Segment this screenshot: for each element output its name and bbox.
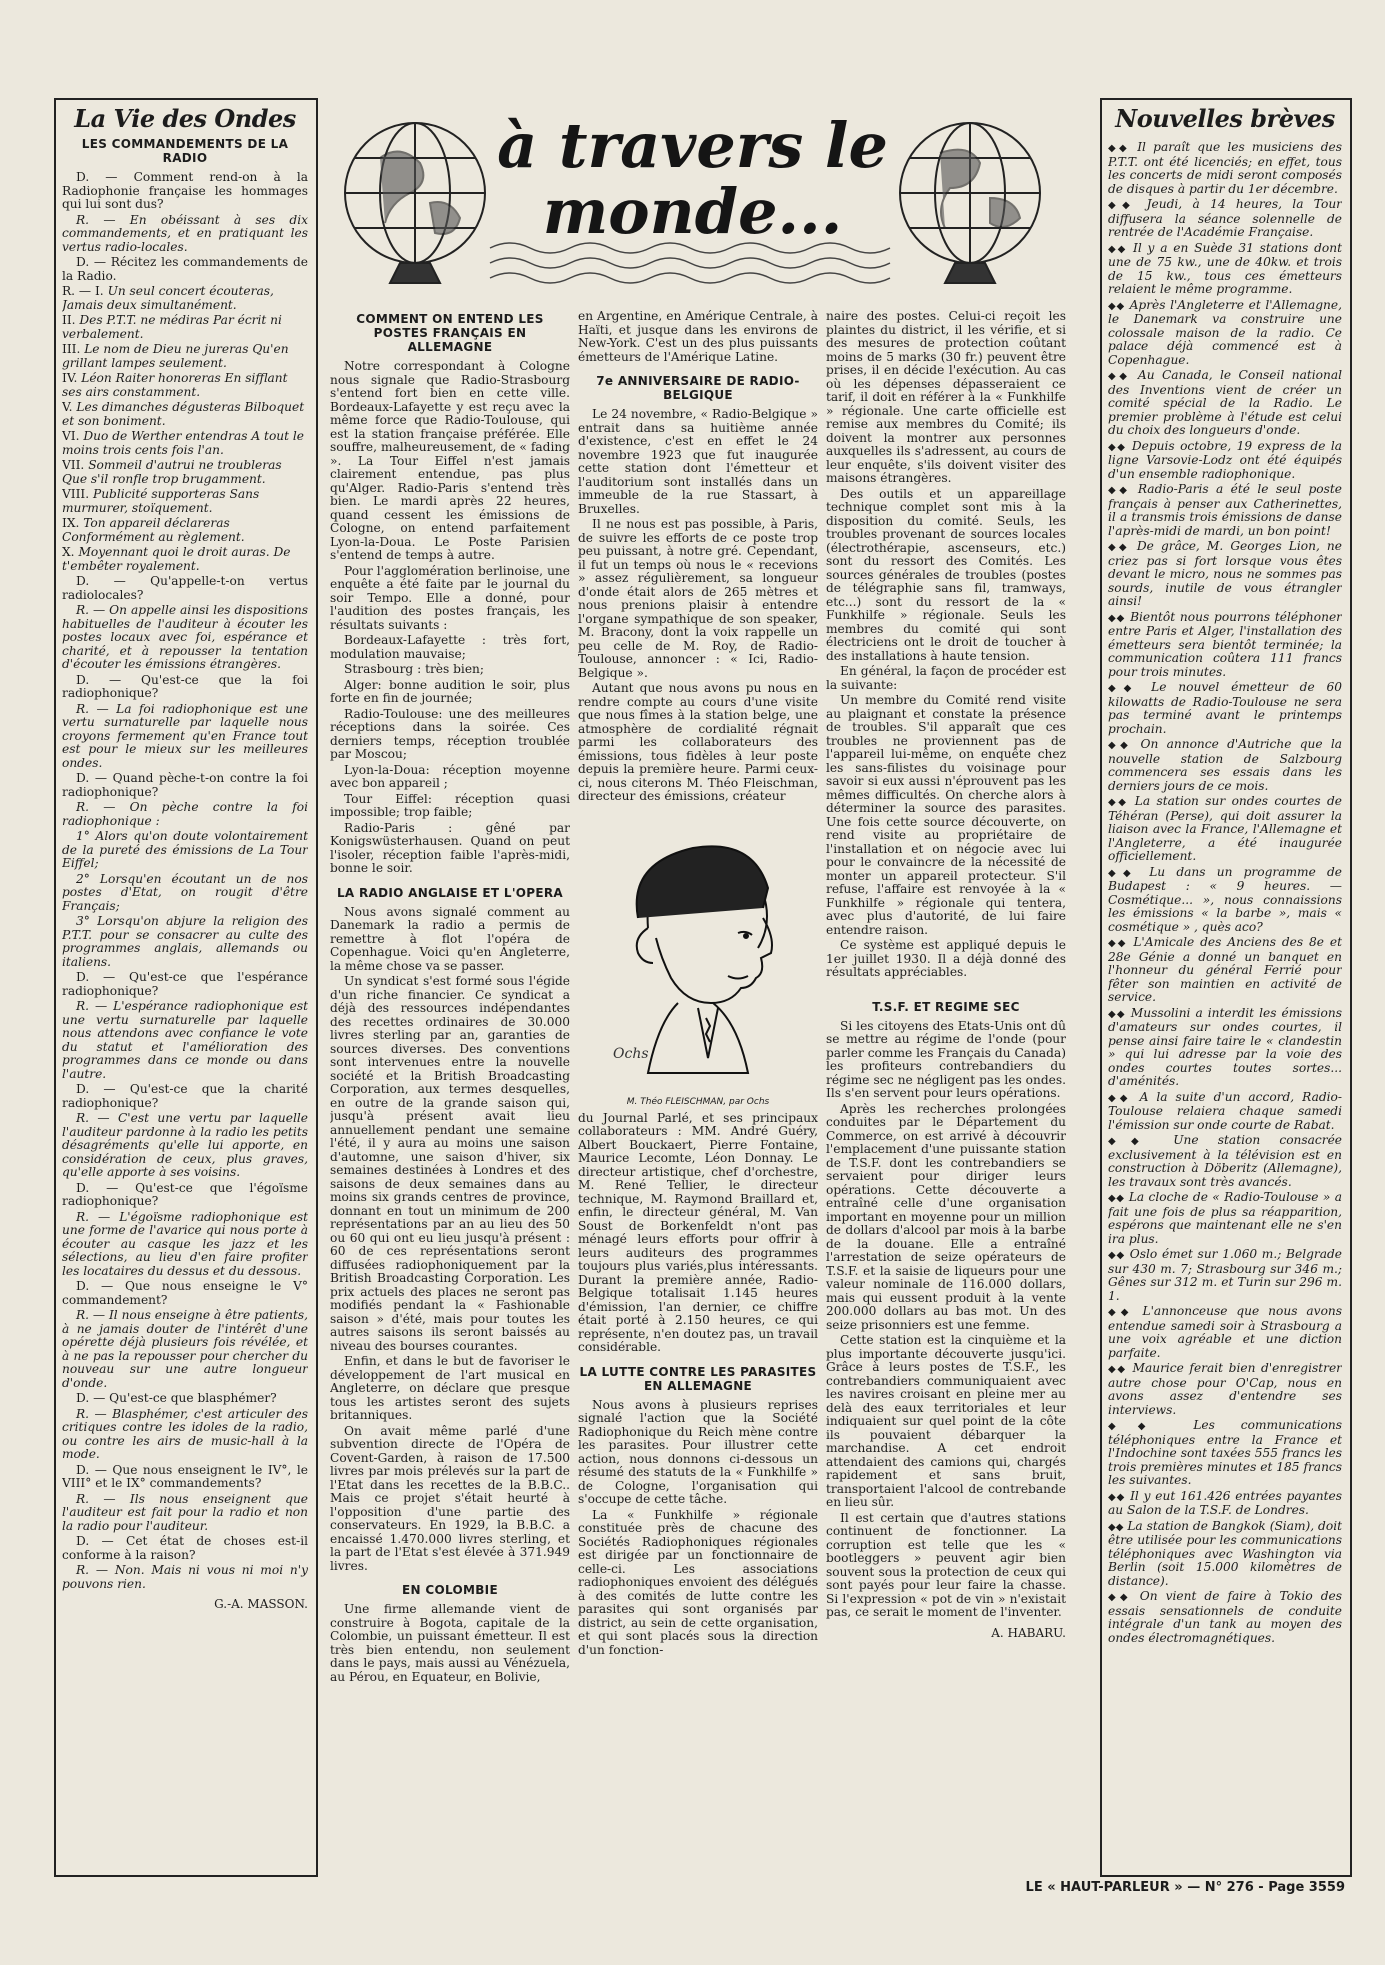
- article-paragraph: Radio-Toulouse: une des meilleures réceptions dans la soirée. Ces derniers temps, réception troublée par Moscou;: [330, 706, 570, 761]
- catechism-line: R. — Blasphémer, c'est articuler des critiques contre les idoles de la radio, ou contre les airs de music-hall à la mode.: [62, 1406, 308, 1461]
- right-masthead: Nouvelles brèves: [1115, 104, 1335, 133]
- intro-question-2: D. — Récitez les commandements de la Radio.: [62, 255, 308, 283]
- brief-item: ◆◆ La station sur ondes courtes de Téhéran (Perse), qui doit assurer la liaison avec la France, l'Allemagne et l'Angleterre, a été inaugurée officiellement.: [1108, 794, 1342, 863]
- commandment: VII. Sommeil d'autrui ne troubleras Que s'il ronfle trop brugamment.: [62, 458, 282, 486]
- center-col-1: [330, 310, 570, 1873]
- brief-item: ◆◆ Lu dans un programme de Budapest : « 9 heures. — Cosmétique... », nous connaissions les émissions « la barbe », mais « cosmétique » , quès aco?: [1108, 864, 1342, 934]
- article-paragraph: Après les recherches prolongées conduites par le Département du Commerce, on est arrivé à découvrir l'emplacement d'une puissante station de T.S.F. dont les contrebandiers se servaient pour diriger leurs opérations. Cette découverte a entraîné celle d'une organisation important en moyenne pour un million de dollars d'alcool par mois à la barbe de la douane. Elle a entraîné l'arrestation de seize opérateurs de T.S.F. et la saisie de liqueurs pour une valeur nominale de 116.000 dollars, mais qui eussent produit à la vente 200.000 dollars au bas mot. Un des seize prisonniers est une femme.: [826, 1101, 1066, 1332]
- cartoonist-signature-icon: Ochs: [613, 1045, 649, 1062]
- article-paragraph: On avait même parlé d'une subvention directe de l'Opéra de Covent-Garden, à raison de 17.500 livres par mois prélevés sur la part de l'Etat dans les recettes de la B.B.C.. Mais ce projet s'était heurté à l'opposition d'une partie des conservateurs. En 1929, la B.B.C. a encaissé 1.470.000 livres sterling, et la part de l'Etat s'est élevée à 371.949 livres.: [330, 1423, 570, 1573]
- article-paragraph: En général, la façon de procéder est la suivante:: [826, 664, 1066, 692]
- article-paragraph: Pour l'agglomération berlinoise, une enquête a été faite par le journal du soir Tempo. Elle a donné, pour l'audition des postes français, les résultats suivants :: [330, 563, 570, 632]
- article-paragraph: Un syndicat s'est formé sous l'égide d'un riche financier. Ce syndicat a déjà des ressources indépendantes des recettes ordinaires de 30.000 livres sterling par an, garanties de sources diverses. Des conventions sont intervenues entre la nouvelle société et la British Broadcasting Corporation, aux termes desquelles, en outre de la grande saison qui, jusqu'à présent avait lieu annuellement pendant une semaine l'été, il y aura au moins une saison d'automne, une saison d'hiver, six semaines destinées à Londres et des saisons de deux semaines dans au moins six grands centres de province, donnant en tout un minimum de 200 représentations par an au lieu des 50 ou 60 qui ont eu lieu jusqu'à présent : 60 de ces représentations seront diffusées radiophoniquement par la British Broadcasting Corporation. Les prix actuels des places ne seront pas modifiés pendant la « Fashionable saison » d'été, mais pour toutes les autres saisons ils seront baissés au niveau des bourses courantes.: [330, 974, 570, 1353]
- article-paragraph: du Journal Parlé, et ses principaux collaborateurs : MM. André Guéry, Albert Bouckaert, Pierre Fontaine, Maurice Lecomte, Léon Donnay. Le directeur artistique, chef d'orchestre, M. René Tellier, le directeur technique, M. Raymond Braillard et, enfin, le directeur général, M. Van Soust de Borkenfeldt n'ont pas ménagé leurs efforts pour offrir à leurs auditeurs des programmes toujours plus variés,plus intéressants. Durant la première année, Radio-Belgique totalisait 1.145 heures d'émission, l'an dernier, ce chiffre était porté à 2.150 heures, ce qui représente, n'en doutez pas, un travail considérable.: [578, 1110, 818, 1354]
- article-paragraph: Le 24 novembre, « Radio-Belgique » entrait dans sa huitième année d'existence, c'est en effet le 24 novembre 1923 que fut inaugurée cette station dont l'émetteur et l'auditorium sont installés dans un immeuble de la rue Stassart, à Bruxelles.: [578, 407, 818, 516]
- commandment: IX. Ton appareil déclareras Conformément au règlement.: [62, 516, 245, 544]
- catechism-line: D. — Que nous enseigne le V° commandement?: [62, 1279, 308, 1307]
- brief-item: ◆◆ On annonce d'Autriche que la nouvelle station de Salzbourg commencera ses essais dans les derniers jours de ce mois.: [1108, 737, 1342, 793]
- brief-item: ◆◆ Au Canada, le Conseil national des Inventions vient de créer un comité spécial de la Radio. Le premier problème à l'étude est celui du choix des longueurs d'onde.: [1108, 368, 1342, 437]
- commandment: III. Le nom de Dieu ne jureras Qu'en grillant lampes seulement.: [62, 342, 289, 370]
- catechism-line: D. — Qu'est-ce que la foi radiophonique?: [62, 672, 308, 700]
- catechism-line: R. — On appelle ainsi les dispositions habituelles de l'auditeur à écouter les postes locaux avec foi, espérance et charité, et à repousser la tentation d'écouter les émissions étrangères.: [62, 603, 308, 671]
- commandment: R. — I. Un seul concert écouteras, Jamais deux simultanément.: [62, 284, 274, 312]
- brief-item: ◆◆ Les communications téléphoniques entre la France et l'Indochine sont taxées 555 francs les trois premières minutes et 185 francs les suivantes.: [1108, 1418, 1342, 1487]
- catechism-line: D. — Qu'est-ce que blasphémer?: [76, 1391, 277, 1405]
- left-signature: G.-A. MASSON.: [214, 1597, 308, 1611]
- center-signature: A. HABARU.: [991, 1625, 1066, 1640]
- catechism-line: D. — Qu'est-ce que l'espérance radiophonique?: [62, 970, 308, 998]
- section-title: T.S.F. ET REGIME SEC: [872, 999, 1020, 1014]
- article-paragraph: Nous avons à plusieurs reprises signalé l'action que la Société Radiophonique du Reich mène contre les parasites. Pour illustrer cette action, nous donnons ci-dessous un résumé des statuts de la « Funkhilfe » de Cologne, l'organisation qui s'occupe de cette tâche.: [578, 1397, 818, 1506]
- brief-item: ◆◆ L'Amicale des Anciens des 8e et 28e Génie a donné un banquet en l'honneur du général Ferrié pour fêter son maintien en activité de service.: [1108, 935, 1342, 1004]
- article-paragraph: Ce système est appliqué depuis le 1er juillet 1930. Il a déjà donné des résultats appréciables.: [826, 938, 1066, 979]
- center-masthead-title: à travers le monde...: [497, 109, 888, 248]
- cartoon: [578, 808, 818, 1108]
- commandments-title: LES COMMANDEMENTS DE LA RADIO: [81, 137, 289, 165]
- brief-item: ◆◆ La station de Bangkok (Siam), doit être utilisée pour les communications téléphoniques avec Washington via Berlin (soit 15.000 kilomètres de distance).: [1108, 1518, 1342, 1588]
- article-paragraph: Une firme allemande vient de construire à Bogota, capitale de la Colombie, un puissant émetteur. Il est très bien entendu, non seulement dans le pays, mais aussi au Vénézuela, au Pérou, en Equateur, en Bolivie,: [330, 1602, 570, 1684]
- left-globe-icon: [345, 123, 485, 283]
- brief-item: ◆◆ Oslo émet sur 1.060 m.; Belgrade sur 430 m. 7; Strasbourg sur 346 m.; Gênes sur 312 m. et Turin sur 296 m. 1.: [1108, 1247, 1342, 1303]
- center-col-2: [578, 310, 818, 1873]
- intro-answer: R. — En obéissant à ses dix commandements, et en pratiquant les vertus radio-locales.: [62, 212, 308, 254]
- right-globe-icon: [900, 123, 1040, 283]
- brief-item: ◆◆ De grâce, M. Georges Lion, ne criez pas si fort lorsque vous êtes devant le micro, nous ne sommes pas sourds, inutile de vous étrangler ainsi!: [1108, 539, 1342, 608]
- article-paragraph: Lyon-la-Doua: réception moyenne avec bon appareil ;: [330, 762, 570, 790]
- center-masthead: [330, 98, 1055, 303]
- commandments-list: [62, 285, 308, 573]
- left-column: [62, 104, 308, 1869]
- briefs-list: [1108, 141, 1342, 1645]
- commandment: VI. Duo de Werther entendras A tout le moins trois cents fois l'an.: [62, 429, 305, 457]
- article-paragraph: en Argentine, en Amérique Centrale, à Haïti, et jusque dans les environs de New-York. C'est un des plus puissants émetteurs de l'Amérique Latine.: [578, 310, 818, 364]
- article-paragraph: Il ne nous est pas possible, à Paris, de suivre les efforts de ce poste trop peu puissant, à notre gré. Cependant, il fut un temps où nous le « recevions » assez régulièrement, sa longueur d'onde était alors de 265 mètres et nous prenions plaisir à entendre l'organe sympathique de son speaker, M. Bracony, dont la voix rappelle un peu celle de M. Roy, de Radio-Toulouse, annoncer : « Ici, Radio-Belgique ».: [578, 517, 818, 680]
- article-paragraph: Si les citoyens des Etats-Unis ont dû se mettre au régime de l'onde (pour parler comme les Français du Canada) les profiteurs contrebandiers du régime sec ne négligent pas les ondes. Ils s'en servent pour leurs opérations.: [826, 1018, 1066, 1100]
- section-title: LA RADIO ANGLAISE ET L'OPERA: [336, 885, 564, 900]
- commandment: II. Des P.T.T. ne médiras Par écrit ni verbalement.: [62, 313, 282, 341]
- catechism-line: R. — On pèche contre la foi radiophonique :: [62, 800, 308, 828]
- section-title: EN COLOMBIE: [402, 1583, 498, 1597]
- wave-decoration-icon: [490, 243, 890, 283]
- catechism-line: D. — Qu'est-ce que l'égoïsme radiophonique?: [62, 1180, 308, 1208]
- brief-item: ◆◆ Il paraît que les musiciens des P.T.T. ont été licenciés; en effet, tous les concerts de midi seront composés de disques à partir du 1er décembre.: [1108, 140, 1342, 196]
- brief-item: ◆◆ Il y a en Suède 31 stations dont une de 75 kw., une de 40kw. et trois de 15 kw., tous ces émetteurs relaient le même programme.: [1108, 240, 1342, 296]
- right-column: [1108, 104, 1342, 1869]
- commandment: VIII. Publicité supporteras Sans murmurer, stoïquement.: [62, 487, 260, 515]
- article-paragraph: Un membre du Comité rend visite au plaignant et constate la présence de troubles. S'il apparaît que ces troubles ne proviennent pas de l'appareil lui-même, on enquête chez les sans-filistes du voisinage pour savoir si eux aussi n'éprouvent pas les mêmes difficultés. On cherche alors à déterminer la source des parasites. Une fois cette source découverte, on rend visite au propriétaire de l'installation et on négocie avec lui pour le convaincre de la nécessité de monter un appareil protecteur. S'il refuse, l'affaire est renvoyée à la « Funkhilfe » régionale qui tentera, avec plus d'autorité, de lui faire entendre raison.: [826, 693, 1066, 937]
- brief-item: ◆◆ L'annonceuse que nous avons entendue samedi soir à Strasbourg a une voix agréable et une diction parfaite.: [1108, 1304, 1342, 1360]
- article-paragraph: Enfin, et dans le but de favoriser le développement de l'art musical en Angleterre, on déclare que presque tous les artistes seront des sujets britanniques.: [330, 1354, 570, 1422]
- catechism-line: 1° Alors qu'on doute volontairement de la pureté des émissions de La Tour Eiffel;: [62, 829, 308, 870]
- catechism-line: R. — L'espérance radiophonique est une vertu surnaturelle par laquelle nous attendons avec confiance le vote du statut et l'amélioration des programmes dans ce monde ou dans l'autre.: [62, 999, 308, 1081]
- brief-item: ◆◆ Après l'Angleterre et l'Allemagne, le Danemark va construire une colossale maison de la radio. Ce palace déjà commencé est à Copenhague.: [1108, 297, 1342, 367]
- article-paragraph: Des outils et un appareillage technique complet sont mis à la disposition du comité. Seuls, les troubles provenant de sources locales (électrothérapie, ascenseurs, etc.) sont du ressort des Comités. Les sources générales de troubles (postes de télégraphie sans fil, tramways, etc...) sont du ressort de la « Funkhilfe » régionale. Seuls les membres du comité qui sont électriciens ont le droit de toucher à des installations à haute tension.: [826, 486, 1066, 663]
- brief-item: ◆◆ Jeudi, à 14 heures, la Tour diffusera la séance solennelle de rentrée de l'Académie Française.: [1108, 197, 1342, 239]
- catechism-line: R. — Il nous enseigne à être patients, à ne jamais douter de l'intérêt d'une opérette déjà plusieurs fois révélée, et à ne pas la repousser pour chercher du nouveau sur une autre longueur d'onde.: [62, 1308, 308, 1390]
- brief-item: ◆◆ Depuis octobre, 19 express de la ligne Varsovie-Lodz ont été équipés d'un ensemble radiophonique.: [1108, 438, 1342, 481]
- brief-item: ◆◆ Il y eut 161.426 entrées payantes au Salon de la T.S.F. de Londres.: [1108, 1488, 1342, 1517]
- brief-item: ◆◆ On vient de faire à Tokio des essais sensationnels de conduite intégrale d'un tank au moyen des ondes électromagnétiques.: [1108, 1589, 1342, 1645]
- brief-item: ◆◆ Maurice ferait bien d'enregistrer autre chose pour O'Cap, nous en avons assez d'entendre ses interviews.: [1108, 1361, 1342, 1417]
- brief-item: ◆◆ Le nouvel émetteur de 60 kilowatts de Radio-Toulouse ne sera pas terminé avant le printemps prochain.: [1108, 680, 1342, 736]
- catechism-line: D. — Que nous enseignent le IV°, le VIII° et le IX° commandements?: [62, 1462, 308, 1490]
- brief-item: ◆◆ Une station consacrée exclusivement à la télévision est en construction à Döberitz (Allemagne), les travaux sont très avancés.: [1108, 1133, 1342, 1189]
- article-paragraph: Radio-Paris : gêné par Konigswüsterhausen. Quand on peut l'isoler, réception faible l'après-midi, bonne le soir.: [330, 820, 570, 875]
- article-paragraph: Tour Eiffel: réception quasi impossible; trop faible;: [330, 791, 570, 819]
- left-masthead: La Vie des Ondes: [74, 104, 296, 133]
- catechism-line: D. — Cet état de choses est-il conforme à la raison?: [62, 1534, 308, 1562]
- catechism-line: R. — La foi radiophonique est une vertu surnaturelle par laquelle nous croyons fermement qu'en France tout est pour le mieux sur les meilleures ondes.: [62, 701, 308, 770]
- article-paragraph: Cette station est la cinquième et la plus importante découverte jusqu'ici. Grâce à leurs postes de T.S.F., les contrebandiers communiquaient avec les navires croisant en pleine mer au delà des eaux territoriales et leur indiquaient sur quel point de la côte ils pouvaient débarquer la marchandise. A cet endroit attendaient des camions qui, chargés rapidement et sans bruit, transportaient l'alcool de contrebande en lieu sûr.: [826, 1333, 1066, 1509]
- article-paragraph: Nous avons signalé comment au Danemark la radio a permis de remettre à flot l'opéra de Copenhague. Voici qu'en Angleterre, la même chose va se passer.: [330, 904, 570, 973]
- catechism-line: D. — Qu'appelle-t-on vertus radiolocales?: [62, 574, 308, 602]
- commandment: V. Les dimanches dégusteras Bilboquet et son boniment.: [62, 400, 305, 428]
- brief-item: ◆◆ Bientôt nous pourrons téléphoner entre Paris et Alger, l'installation des émetteurs sera bientôt terminée; la communication coûtera 111 francs pour trois minutes.: [1108, 609, 1342, 679]
- catechism-line: R. — Non. Mais ni vous ni moi n'y pouvons rien.: [62, 1563, 308, 1591]
- article-paragraph: Il est certain que d'autres stations continuent de fonctionner. La corruption est telle que les « bootleggers » peuvent agir bien souvent sous la protection de ceux qui sont payés pour leur faire la chasse. Si l'expression « pot de vin » n'existait pas, ce serait le moment de l'inventer.: [826, 1510, 1066, 1619]
- catechism: [62, 575, 308, 1591]
- article-paragraph: Autant que nous avons pu nous en rendre compte au cours d'une visite que nous fîmes à la station belge, une atmosphère de cordialité régnait parmi les collaborateurs des émissions, tous fidèles à leur poste depuis la première heure. Parmi ceux-ci, nous citerons M. Théo Fleischman, directeur des émissions, créateur: [578, 681, 818, 803]
- section-title: 7e ANNIVERSAIRE DE RADIO-BELGIQUE: [596, 374, 800, 402]
- caricature-portrait-icon: [578, 808, 818, 1093]
- section-title: LA LUTTE CONTRE LES PARASITES EN ALLEMAGNE: [579, 1364, 817, 1393]
- article-paragraph: naire des postes. Celui-ci reçoit les plaintes du district, il les vérifie, et si des mesures de protection coûtant moins de 5 marks (30 fr.) peuvent être prises, il en décide l'exécution. Au cas où les dépenses dépasseraient ce tarif, il doit en référer à la « Funkhilfe » régionale. Une carte officielle est remise aux membres du Comité; ils doivent la montrer aux personnes auxquelles ils s'adressent, au cours de leur enquête, s'ils doivent visiter des maisons étrangères.: [826, 310, 1066, 485]
- brief-item: ◆◆ Radio-Paris a été le seul poste français à penser aux Catherinettes, il a transmis trois émissions de danse l'après-midi de mardi, un bon point!: [1108, 482, 1342, 538]
- article-paragraph: La « Funkhilfe » régionale constituée près de chacune des Sociétés Radiophoniques régionales est dirigée par un fonctionnaire de celle-ci. Les associations radiophoniques envoient des délégués à des comités de lutte contre les parasites qui sont organisés par district, au sein de cette organisation, et qui sont placés sous la direction d'un fonction-: [578, 1507, 818, 1657]
- article-paragraph: Bordeaux-Lafayette : très fort, modulation mauvaise;: [330, 633, 570, 661]
- page-footer: LE « HAUT-PARLEUR » — N° 276 - Page 3559: [1025, 1880, 1345, 1895]
- catechism-line: R. — Ils nous enseignent que l'auditeur est fait pour la radio et non la radio pour l'auditeur.: [62, 1491, 308, 1533]
- commandment: IV. Léon Raiter honoreras En sifflant ses airs constamment.: [62, 371, 288, 399]
- catechism-line: 2° Lorsqu'en écoutant un de nos postes d'Etat, on rougit d'être Français;: [62, 871, 308, 913]
- brief-item: ◆◆ La cloche de « Radio-Toulouse » a fait une fois de plus sa réapparition, espérons que maintenant elle ne s'en ira plus.: [1108, 1190, 1342, 1246]
- catechism-line: 3° Lorsqu'on abjure la religion des P.T.T. pour se consacrer au culte des programmes anglais, allemands ou italiens.: [62, 914, 308, 969]
- brief-item: ◆◆ Mussolini a interdit les émissions d'amateurs sur ondes courtes, il pense ainsi faire taire le « clandestin » qui lui adresse par la voie des ondes courtes toutes sortes... d'aménités.: [1108, 1005, 1342, 1088]
- catechism-line: D. — Quand pèche-t-on contre la foi radiophonique?: [62, 771, 308, 799]
- article-paragraph: Notre correspondant à Cologne nous signale que Radio-Strasbourg s'entend fort bien en cette ville. Bordeaux-Lafayette y est reçu avec la même force que Radio-Toulouse, qui est la station française préférée. Elle souffre, malheureusement, de « fading ». La Tour Eiffel n'est jamais clairement entendue, pas plus qu'Alger. Radio-Paris s'entend très bien. Le mardi après 22 heures, quand cessent les émissions de Cologne, on entend parfaitement Lyon-la-Doua. Le Poste Parisien s'entend de temps à autre.: [330, 359, 570, 562]
- brief-item: ◆◆ A la suite d'un accord, Radio-Toulouse relaiera chaque samedi l'émission sur onde courte de Rabat.: [1108, 1089, 1342, 1132]
- article-paragraph: Strasbourg : très bien;: [344, 662, 484, 676]
- section-title: COMMENT ON ENTEND LES POSTES FRANÇAIS EN ALLEMAGNE: [356, 312, 544, 354]
- center-col-3: [826, 310, 1066, 1873]
- cartoon-caption: M. Théo FLEISCHMAN, par Ochs: [626, 1096, 770, 1107]
- article-paragraph: Alger: bonne audition le soir, plus forte en fin de journée;: [330, 677, 570, 705]
- catechism-line: D. — Qu'est-ce que la charité radiophonique?: [62, 1082, 308, 1110]
- commandment: X. Moyennant quoi le droit auras. De t'embêter royalement.: [62, 545, 291, 573]
- catechism-line: R. — C'est une vertu par laquelle l'auditeur pardonne à la radio les petits désagréments qu'elle lui apporte, en considération de ceux, plus graves, qu'elle apporte à ses voisins.: [62, 1111, 308, 1179]
- intro-question: D. — Comment rend-on à la Radiophonie française les hommages qui lui sont dus?: [62, 170, 308, 211]
- catechism-line: R. — L'égoïsme radiophonique est une forme de l'avarice qui nous porte à écouter au casque les jazz et les sélections, au lieu d'en faire profiter les locataires du dessus et du dessous.: [62, 1209, 308, 1278]
